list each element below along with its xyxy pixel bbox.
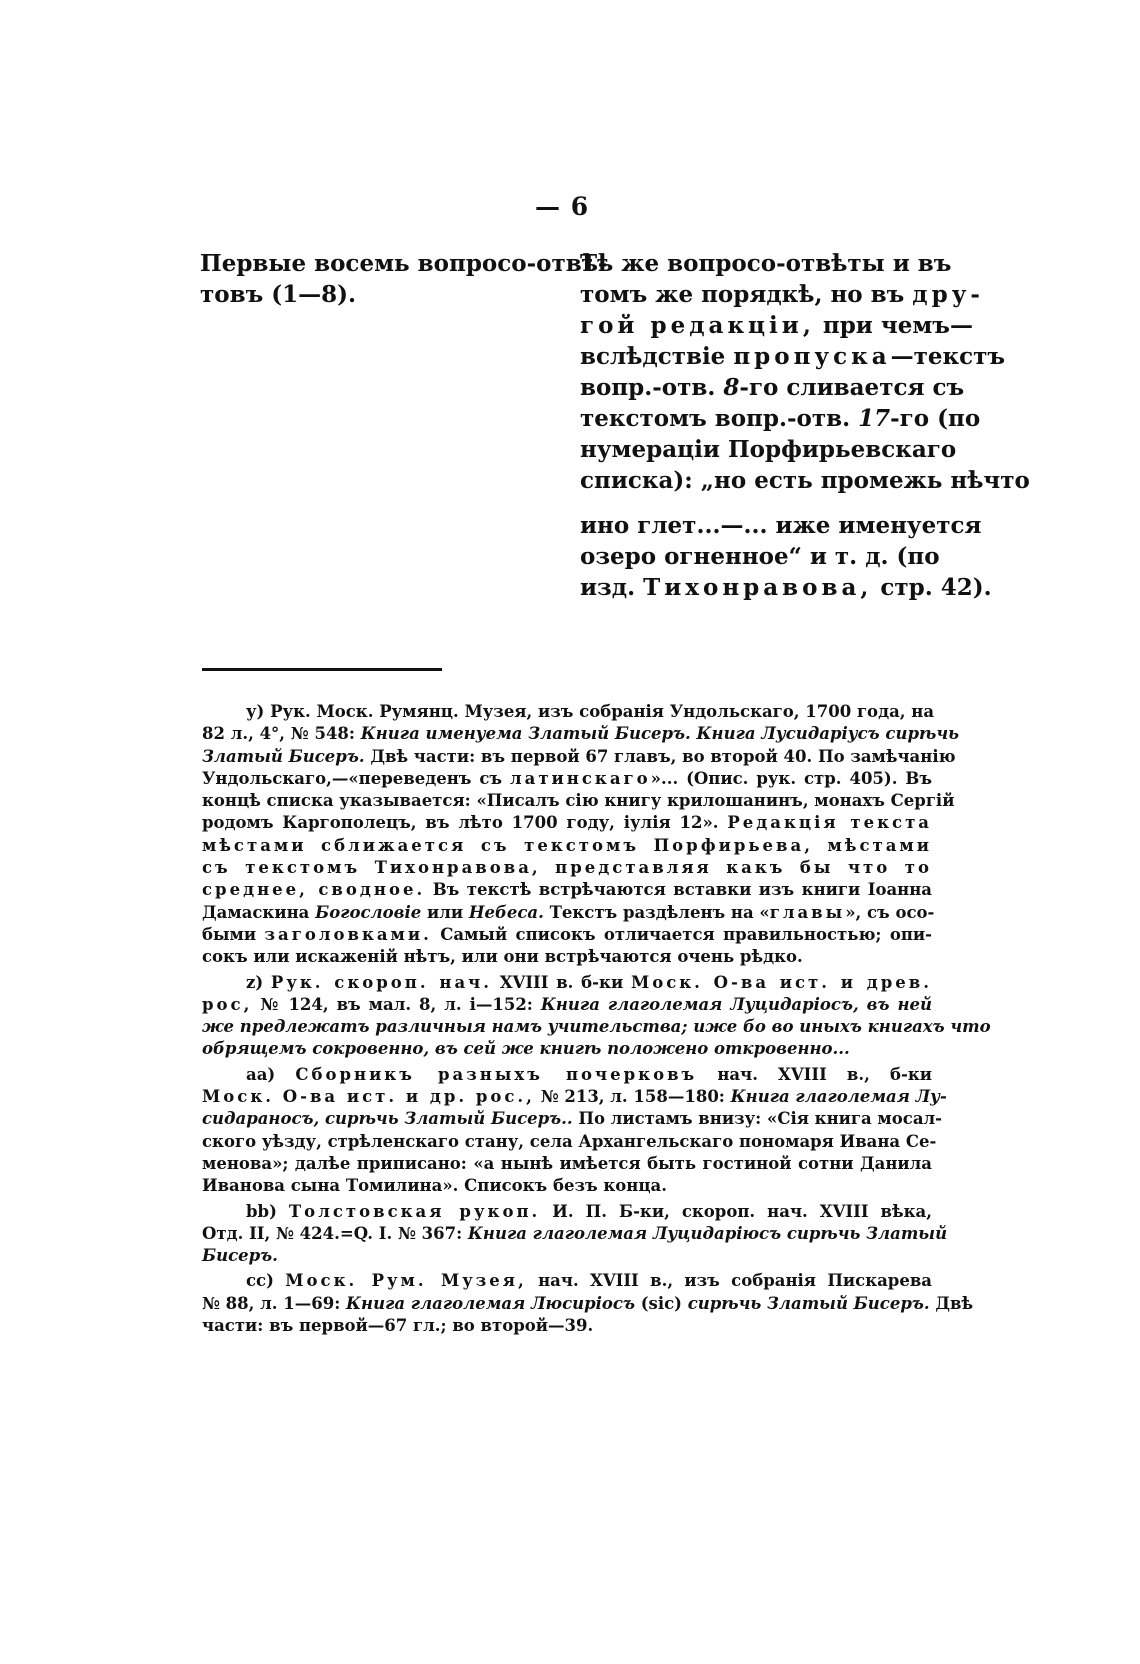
footnote-line (202, 1108, 942, 1130)
text-run: № 213, л. 158—180: (540, 1087, 725, 1107)
right-column-line (580, 279, 984, 310)
spaced-text: Толстовская рукоп. (288, 1201, 541, 1221)
footnote-line: же предлежатъ различныя намъ учительства; иже бо во иныхъ книгахъ что (202, 1017, 991, 1037)
spaced-text: дру- (912, 281, 984, 308)
spaced-text: главы (769, 902, 846, 922)
spaced-text: Сборникъ разныхъ почерковъ (295, 1064, 698, 1084)
footnotes (202, 701, 991, 1340)
footnote-line: ского уѣзду, стрѣленскаго стану, села Архангельскаго пономаря Ивана Се- (202, 1131, 937, 1151)
italic-number: 8 (723, 374, 740, 401)
text-run: аа) (246, 1064, 296, 1084)
footnote-line (202, 746, 956, 768)
spaced-text: Моск. О-ва ист. и древ. (630, 972, 932, 992)
footnote-line (202, 1086, 947, 1108)
text-run: Двѣ части: въ первой 67 главъ, во второй 40. По замѣчанію (370, 746, 956, 766)
book-title: Книга глаголемая Луцидаріюсъ сирѣчь Златый (467, 1223, 948, 1243)
text-run: XVIII в. б-ки (499, 972, 624, 992)
text-run: быми (202, 924, 257, 944)
book-title: Книга глаголемая Люсиріосъ (346, 1293, 635, 1313)
text-run: -го (по (890, 405, 981, 432)
text-run: нач. XVIII в., б-ки (717, 1064, 932, 1084)
text-run: мѣстами (827, 835, 932, 855)
left-column (200, 248, 608, 310)
text-run: изд. (580, 574, 636, 601)
right-column-line (580, 372, 965, 403)
spaced-text: Редакція текста (727, 813, 932, 833)
text-run: вопр.-отв. (580, 374, 716, 401)
left-column-line: товъ (1—8). (200, 281, 357, 308)
text-run: По листамъ внизу: «Сія книга мосал- (578, 1109, 942, 1129)
footnote-y (202, 701, 935, 723)
spaced-text: Моск. О-ва ист. и др. рос., (202, 1087, 535, 1107)
right-column (580, 248, 1030, 603)
text-run: (sic) (640, 1293, 682, 1313)
footnote-line (202, 924, 932, 946)
text-run: родомъ Каргополецъ, въ лѣто 1700 году, іулія 12». (202, 813, 719, 833)
footnote-line (202, 723, 959, 745)
footnote-line (202, 879, 932, 901)
book-title: сидараносъ, сирѣчь Златый Бисеръ.. (202, 1109, 573, 1129)
text-run: z) (246, 972, 271, 992)
footnote-line: обрящемъ сокровенно, въ сей же книгѣ положено откровенно... (202, 1039, 850, 1059)
right-column-line: Тѣ же вопросо-отвѣты и въ (580, 250, 952, 277)
footnote-line (202, 1201, 932, 1223)
book-title: Книга глаголемая Луцидаріосъ, въ ней (540, 994, 933, 1014)
footnote-separator (202, 668, 442, 671)
text-run: сс) (246, 1271, 286, 1291)
text-run: при чемъ— (822, 312, 973, 339)
footnote-line: концѣ списка указывается: «Писалъ сію книгу крилошанинъ, монахъ Сергій (202, 791, 955, 811)
right-column-line (580, 310, 973, 341)
text-run: № 88, л. 1—69: (202, 1293, 341, 1313)
text-run: мѣстами сближается съ текстомъ Порфирьева, (202, 835, 813, 855)
book-title: Книга глаголемая Лу- (730, 1087, 947, 1107)
book-title: Богословіе (315, 902, 422, 922)
text-run: Ундольскаго,—«переведенъ съ (202, 768, 503, 788)
footnote-line: съ текстомъ Тихонравова, представляя какъ бы что то (202, 858, 932, 878)
text-run: томъ же порядкѣ, но въ (580, 281, 905, 308)
text-run: № 124, въ мал. 8, л. і—152: (260, 994, 533, 1014)
text-run: Текстъ раздѣленъ на « (549, 902, 770, 922)
spaced-text: рос, (202, 994, 253, 1014)
text-run: И. П. Б-ки, скороп. нач. XVIII вѣка, (552, 1201, 932, 1221)
book-title: сирѣчь Златый Бисеръ. (687, 1293, 930, 1313)
right-column-line: нумераціи Порфирьевскаго (580, 436, 957, 463)
text-run: Отд. II, № 424.=Q. I. № 367: (202, 1223, 463, 1243)
text-run: стр. 42). (880, 574, 992, 601)
book-title: Книга именуема Златый Бисеръ. Книга Лусидаріусъ сирѣчь (360, 724, 959, 744)
text-run: Въ текстѣ встрѣчаются вставки изъ книги Іоанна (432, 880, 932, 900)
italic-number: 17 (858, 405, 891, 432)
right-column-line (580, 572, 992, 603)
text-run: или (426, 902, 464, 922)
text-run: », съ осо- (845, 902, 935, 922)
text-run: 82 л., 4°, № 548: (202, 724, 356, 744)
footnote-line (202, 1064, 932, 1086)
text-run: —текстъ (890, 343, 1006, 370)
page-number: — 6 (535, 192, 590, 221)
spaced-text: пропуска (733, 343, 891, 370)
footnote-line: Иванова сына Томилина». Списокъ безъ конца. (202, 1176, 667, 1196)
footnote-aa (202, 1064, 947, 1198)
footnote-y-body (202, 723, 959, 968)
spaced-text: среднее, сводное. (202, 880, 426, 900)
spaced-text: гой редакціи, (580, 312, 815, 339)
spaced-text: заголовками. (264, 924, 432, 944)
footnote-line (202, 902, 935, 924)
spaced-text: Тихонравова, (643, 574, 873, 601)
spaced-text: латинскаго (510, 768, 651, 788)
footnote-z (202, 972, 991, 1061)
text-run: -го сливается съ (739, 374, 965, 401)
book-title: Небеса. (468, 902, 544, 922)
footnote-line: сокъ или искаженій нѣтъ, или они встрѣчаются очень рѣдко. (202, 947, 803, 967)
footnote-line: у) Рук. Моск. Румянц. Музея, изъ собранія Ундольскаго, 1700 года, на (246, 702, 935, 721)
footnote-line (202, 1293, 974, 1315)
text-run: Самый списокъ отличается правильностью; опи- (440, 924, 933, 944)
right-column-line: озеро огненное“ и т. д. (по (580, 543, 940, 570)
footnote-cc (202, 1270, 974, 1337)
footnote-line (202, 1270, 932, 1292)
footnote-line (202, 1223, 948, 1245)
footnote-line (202, 972, 932, 994)
footnote-line (202, 812, 932, 834)
footnote-line (202, 835, 932, 857)
spaced-text: Рук. скороп. нач. (270, 972, 492, 992)
text-run: »... (Опис. рук. стр. 405). Въ (650, 768, 932, 788)
text-run: текстомъ вопр.-отв. (580, 405, 851, 432)
left-column-line: Первые восемь вопросо-отвѣ- (200, 250, 608, 277)
footnote-line (202, 994, 932, 1016)
right-column-line (580, 341, 1006, 372)
footnote-bb (202, 1201, 948, 1268)
footnote-line: части: въ первой—67 гл.; во второй—39. (202, 1316, 594, 1336)
spaced-text: Моск. Рум. Музея, (285, 1271, 527, 1291)
text-run: Двѣ (935, 1293, 974, 1313)
footnote-line (202, 768, 932, 790)
right-column-line: списка): „но есть промежь нѣчто (580, 467, 1030, 494)
footnote-line: менова»; далѣе приписано: «а нынѣ имѣется быть гостиной сотни Данила (202, 1153, 932, 1173)
right-column-line (580, 403, 981, 434)
text-run: bb) (246, 1201, 289, 1221)
text-run: нач. XVIII в., изъ собранія Пискарева (538, 1271, 932, 1291)
text-run: вслѣдствіе (580, 343, 726, 370)
footnote-line: Бисеръ. (202, 1246, 278, 1266)
book-title: Златый Бисеръ. (202, 746, 365, 766)
text-run: Дамаскина (202, 902, 310, 922)
right-column-line: ино глет...—... иже именуется (580, 512, 982, 539)
